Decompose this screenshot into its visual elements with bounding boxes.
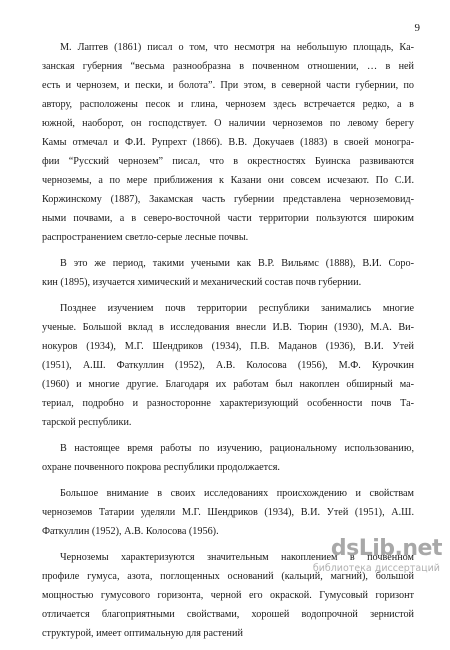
text-line: структурой, имеет оптимальную для растений	[42, 628, 243, 639]
paragraph	[42, 38, 414, 247]
paragraph	[42, 484, 414, 541]
text-line: В настоящее время работы по изучению, рациональному использованию,	[60, 443, 414, 454]
text-line: Фаткуллин (1952), А.В. Колосова (1956).	[42, 526, 219, 537]
watermark-subtitle: библиотека диссертаций	[312, 563, 440, 574]
text-line: черноземов Татарии уделяли М.Г. Шендриков (1934), В.И. Утей (1951), А.Ш.	[42, 507, 414, 518]
text-line: кин (1895), изучается химический и механический состав почв губернии.	[42, 277, 362, 288]
text-line: Коржинскому (1887), Закамская часть губернии представлена черноземовид-	[42, 194, 414, 205]
text-line: отличается благоприятными свойствами, хорошей водопрочной зернистой	[42, 609, 414, 620]
text-line: мощностью гумусового горизонта, черной его окраской. Гумусовый горизонт	[42, 590, 414, 601]
text-line: Большое внимание в своих исследованиях происхождению и свойствам	[60, 488, 414, 499]
text-line: нокуров (1934), М.Г. Шендриков (1934), П.В. Маданов (1936), В.И. Утей	[42, 341, 414, 352]
text-line: южной, наоборот, он господствует. О наличии черноземов по левому берегу	[42, 118, 414, 129]
text-line: автору, расположены песок и глина, чернозем здесь встречается редко, а в	[42, 99, 414, 110]
text-line: черноземы, а по мере приближения к Казани они совсем исчезают. По С.И.	[42, 175, 414, 186]
text-line: В это же период, такими учеными как В.Р. Вильямс (1888), В.И. Соро-	[60, 258, 414, 269]
text-line: М. Лаптев (1861) писал о том, что несмотря на небольшую площадь, Ка-	[60, 42, 414, 53]
paragraph	[42, 299, 414, 432]
watermark	[292, 537, 442, 577]
text-line: (1951), А.Ш. Фаткуллин (1952), А.В. Колосова (1956), М.Ф. Курочкин	[42, 360, 414, 371]
text-line: профиле гумуса, азота, поглощенных оснований (кальций, магний), большой	[42, 571, 414, 582]
text-line: есть и чернозем, и пески, и болота”. При этом, в северной части губернии, по	[42, 80, 414, 91]
text-line: распространением светло-серые лесные почвы.	[42, 232, 249, 243]
text-line: фии “Русский чернозем” писал, что в окрестностях Буинска развиваются	[42, 156, 414, 167]
text-line: (1960) и многие другие. Благодаря их работам был накоплен обширный ма-	[42, 379, 414, 390]
text-line: тарской республики.	[42, 417, 132, 428]
watermark-logo: dsLib.net	[330, 536, 442, 561]
text-line: охране почвенного покрова республики продолжается.	[42, 462, 280, 473]
text-line: ученые. Большой вклад в исследования внесли И.В. Тюрин (1930), М.А. Ви-	[42, 322, 414, 333]
text-line: Черноземы характеризуются значительным накоплением в почвенном	[60, 552, 414, 563]
paragraph	[42, 439, 414, 477]
text-line: ными почвами, а в северо-восточной части территории пользуются широким	[42, 213, 414, 224]
text-line: Позднее изучением почв территории республики занимались многие	[60, 303, 414, 314]
page-number: 9	[414, 22, 420, 34]
text-line: териал, подробно и разносторонне характеризующий особенности почв Та-	[42, 398, 414, 409]
paragraph	[42, 254, 414, 292]
text-line: Камы отмечал и Ф.И. Рупрехт (1866). В.В. Докучаев (1883) в своей моногра-	[42, 137, 414, 148]
text-line: занская губерния “весьма разнообразна в почвенном отношении, … в ней	[42, 61, 414, 72]
